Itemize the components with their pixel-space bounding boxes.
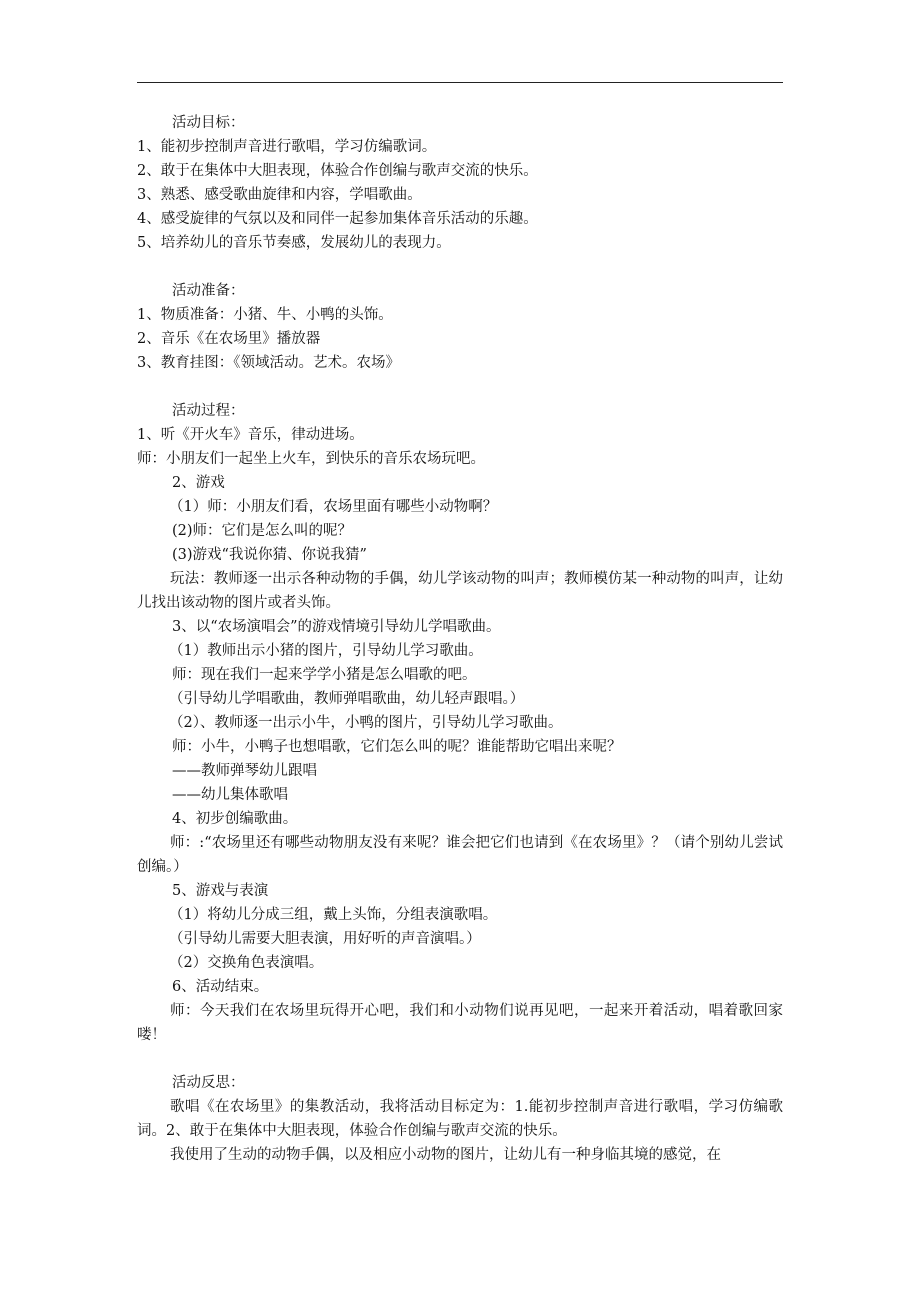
reflection-paragraph: 歌唱《在农场里》的集教活动，我将活动目标定为：1.能初步控制声音进行歌唱，学习仿编歌词。2、敢于在集体中大胆表现，体验合作创编与歌声交流的快乐。 [137, 1099, 783, 1139]
process-line: （2）、教师逐一出示小牛，小鸭的图片，引导幼儿学习歌曲。 [169, 715, 563, 731]
process-line: 6、活动结束。 [172, 979, 269, 995]
process-heading: 活动过程： [172, 403, 245, 419]
goal-item: 1、能初步控制声音进行歌唱，学习仿编歌词。 [137, 139, 437, 155]
process-line: 2、游戏 [172, 475, 225, 491]
process-line: （1）师：小朋友们看，农场里面有哪些小动物啊？ [169, 499, 498, 515]
process-line: （1）将幼儿分成三组，戴上头饰，分组表演歌唱。 [169, 907, 498, 923]
process-line: 师：现在我们一起来学学小猪是怎么唱歌的吧。 [172, 667, 477, 683]
process-line: 师：小朋友们一起坐上火车，到快乐的音乐农场玩吧。 [137, 451, 485, 467]
goals-heading: 活动目标： [172, 115, 245, 131]
spacer [137, 375, 783, 399]
preparation-heading: 活动准备： [172, 283, 245, 299]
process-line: 3、以“农场演唱会”的游戏情境引导幼儿学唱歌曲。 [172, 619, 501, 635]
process-paragraph: 玩法：教师逐一出示各种动物的手偶，幼儿学该动物的叫声；教师模仿某一种动物的叫声，让幼儿找出该动物的图片或者头饰。 [137, 571, 783, 611]
goal-item: 2、敢于在集体中大胆表现，体验合作创编与歌声交流的快乐。 [137, 163, 538, 179]
process-line: (2)师：它们是怎么叫的呢？ [172, 523, 353, 539]
process-line: 4、初步创编歌曲。 [172, 811, 298, 827]
process-line: 1、听《开火车》音乐，律动进场。 [137, 427, 364, 443]
process-line: (3)游戏“我说你猜、你说我猜” [172, 547, 367, 563]
process-line: （2）交换角色表演唱。 [169, 955, 324, 971]
spacer [137, 1047, 783, 1071]
process-section [137, 399, 783, 1047]
preparation-item: 2、音乐《在农场里》播放器 [137, 331, 321, 347]
process-paragraph: 师：:“农场里还有哪些动物朋友没有来呢？谁会把它们也请到《在农场里》？（请个别幼儿尝试创编。） [137, 835, 783, 875]
preparation-item: 3、教育挂图：《领域活动。艺术。农场》 [137, 355, 400, 371]
header-rule [137, 82, 783, 83]
goal-item: 4、感受旋律的气氛以及和同伴一起参加集体音乐活动的乐趣。 [137, 211, 538, 227]
process-paragraph: 师：今天我们在农场里玩得开心吧，我们和小动物们说再见吧，一起来开着活动，唱着歌回家喽！ [137, 1003, 783, 1043]
spacer [137, 255, 783, 279]
reflection-heading: 活动反思： [172, 1075, 245, 1091]
goal-item: 5、培养幼儿的音乐节奏感，发展幼儿的表现力。 [137, 235, 451, 251]
reflection-paragraph: 我使用了生动的动物手偶，以及相应小动物的图片，让幼儿有一种身临其境的感觉，在 [170, 1147, 721, 1163]
process-line: （引导幼儿学唱歌曲，教师弹唱歌曲，幼儿轻声跟唱。） [169, 691, 525, 707]
preparation-item: 1、物质准备：小猪、牛、小鸭的头饰。 [137, 307, 393, 323]
document-body [137, 111, 783, 1167]
reflection-section [137, 1071, 783, 1167]
process-line: ——幼儿集体歌唱 [172, 787, 288, 803]
process-line: 师：小牛，小鸭子也想唱歌，它们怎么叫的呢？谁能帮助它唱出来呢？ [172, 739, 622, 755]
preparation-section [137, 279, 783, 375]
process-line: （1）教师出示小猪的图片，引导幼儿学习歌曲。 [169, 643, 483, 659]
process-line: 5、游戏与表演 [172, 883, 269, 899]
goals-section [137, 111, 783, 255]
process-line: （引导幼儿需要大胆表演，用好听的声音演唱。） [169, 931, 481, 947]
goal-item: 3、熟悉、感受歌曲旋律和内容，学唱歌曲。 [137, 187, 422, 203]
process-line: ——教师弹琴幼儿跟唱 [172, 763, 317, 779]
